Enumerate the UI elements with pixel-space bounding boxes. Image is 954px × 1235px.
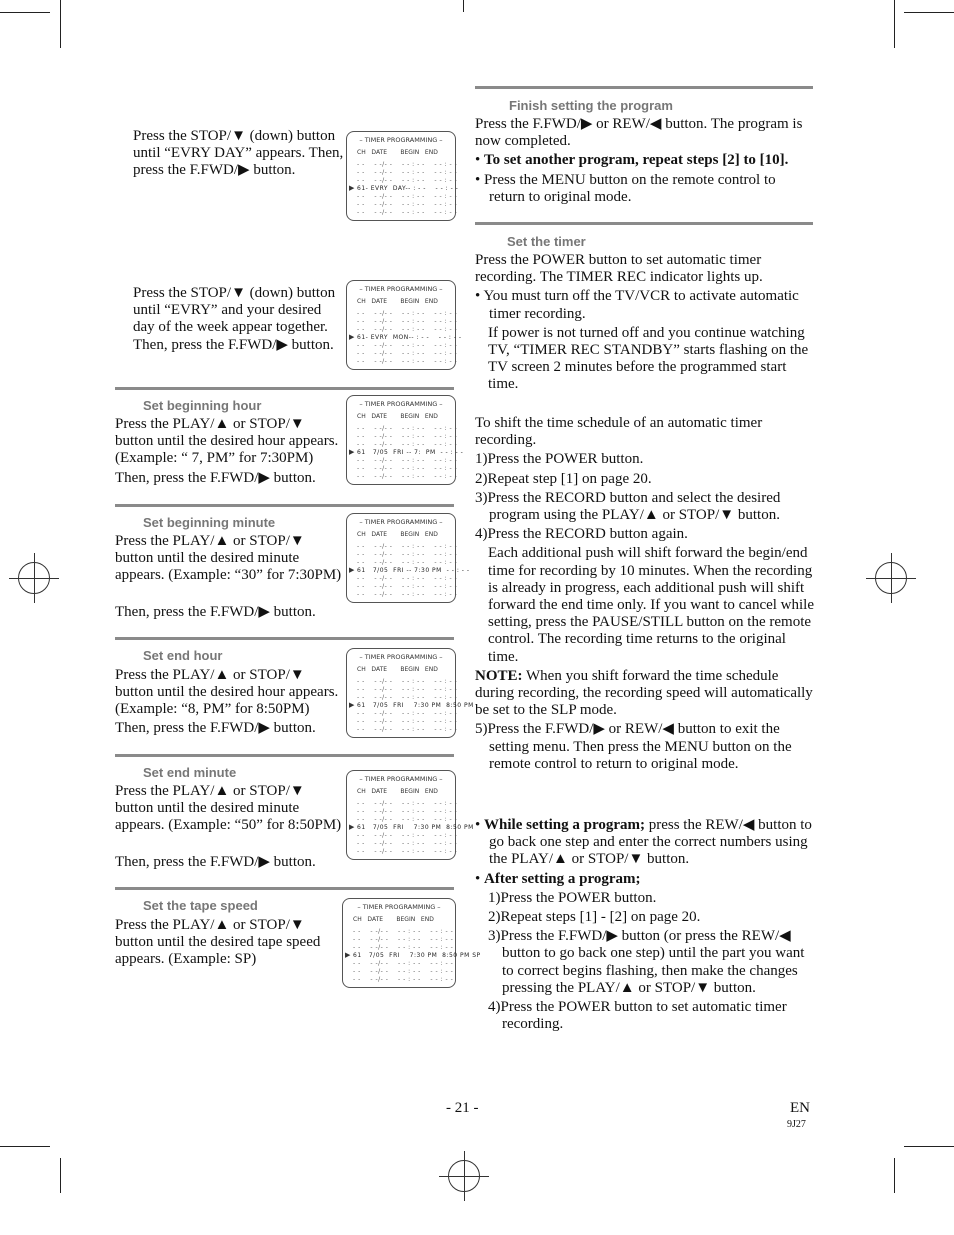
finish-bullet: • Press the MENU button on the remote control to return to original mode. bbox=[475, 171, 776, 205]
finish-text: Press the F.FWD/▶ or REW/◀ button. The program is now completed. bbox=[475, 116, 803, 150]
crop-mark bbox=[0, 1146, 50, 1147]
screen-header: CH DATE BEGIN END bbox=[357, 666, 438, 673]
section-divider bbox=[115, 504, 454, 507]
note: NOTE: When you shift forward the time schedule during recording, the recording speed will automatically be set to the SLP mode. bbox=[475, 667, 813, 719]
screen-title: – TIMER PROGRAMMING – bbox=[359, 775, 443, 783]
screen-empty-row: - - - -/- - - - : - - - - : - - bbox=[357, 193, 458, 200]
section-text: Press the PLAY/▲ or STOP/▼ button until the desired tape speed appears. (Example: SP) bbox=[115, 917, 321, 968]
screen-empty-row: - - - -/- - - - : - - - - : - - bbox=[353, 976, 454, 983]
screen-empty-row: - - - -/- - - - : - - - - : - - bbox=[357, 840, 458, 847]
screen-selected-row: 61 7/05 FRI 7:30 PM 8:50 PM bbox=[357, 824, 474, 831]
registration-mark bbox=[18, 562, 50, 594]
screen-empty-row: - - - -/- - - - : - - - - : - - bbox=[357, 718, 458, 725]
screen-selected-row: 61 7/05 FRI -- 7:30 PM - - : - - bbox=[357, 567, 470, 574]
cursor-arrow-icon: ▶ bbox=[345, 951, 351, 959]
correct-step: 1)Press the POWER button. bbox=[488, 889, 657, 906]
screen-empty-row: - - - -/- - - - : - - - - : - - bbox=[357, 848, 458, 855]
crop-mark bbox=[904, 12, 954, 13]
section-text: Press the PLAY/▲ or STOP/▼ button until the desired hour appears. (Example: “ 7, PM” for 7:30PM) bbox=[115, 416, 339, 467]
correct-bullet: • While setting a program; press the REW/◀ button to go back one step and enter the correct numbers using the PLAY/▲ or STOP/▼ button. bbox=[475, 817, 812, 868]
timer-text: Press the POWER button to set automatic timer recording. The TIMER REC indicator lights up. bbox=[475, 252, 763, 286]
screen-empty-row: - - - -/- - - - : - - - - : - - bbox=[357, 350, 458, 357]
crop-mark bbox=[894, 1158, 895, 1193]
correct-block bbox=[475, 817, 815, 1033]
registration-mark bbox=[448, 1160, 480, 1192]
language-code: EN bbox=[790, 1100, 810, 1116]
cursor-arrow-icon: ▶ bbox=[349, 333, 355, 341]
crop-mark bbox=[463, 0, 464, 12]
shift-block bbox=[475, 415, 815, 773]
section-then: Then, press the F.FWD/▶ button. bbox=[115, 720, 316, 736]
screen-empty-row: - - - -/- - - - : - - - - : - - bbox=[357, 473, 458, 480]
correct-step: 3)Press the F.FWD/▶ button (or press the REW/◀ button to go back one step) until the part you want to correct begins flashing, then make the changes pressing the PLAY/▲ or STOP/▼ button. bbox=[488, 928, 805, 996]
correct-bullet: • After setting a program; bbox=[475, 870, 641, 887]
screen-title: – TIMER PROGRAMMING – bbox=[359, 136, 443, 144]
section-heading: Set end hour bbox=[143, 648, 223, 663]
section-text: Press the PLAY/▲ or STOP/▼ button until the desired minute appears. (Example: “50” for 8:50PM) bbox=[115, 783, 342, 834]
shift-step: 1)Press the POWER button. bbox=[475, 451, 644, 468]
screen-empty-row: - - - -/- - - - : - - - - : - - bbox=[357, 465, 458, 472]
shift-step: 4)Press the RECORD button again. bbox=[475, 526, 688, 543]
screen-empty-row: - - - -/- - - - : - - - - : - - bbox=[357, 800, 458, 807]
screen-empty-row: - - - -/- - - - : - - - - : - - bbox=[357, 678, 458, 685]
cursor-arrow-icon: ▶ bbox=[349, 701, 355, 709]
screen-title: – TIMER PROGRAMMING – bbox=[357, 903, 441, 911]
timer-programming-screen bbox=[346, 280, 462, 370]
timer-block bbox=[475, 252, 815, 394]
cursor-arrow-icon: ▶ bbox=[349, 448, 355, 456]
screen-empty-row: - - - -/- - - - : - - - - : - - bbox=[357, 559, 458, 566]
screen-empty-row: - - - -/- - - - : - - - - : - - bbox=[353, 960, 454, 967]
screen-selected-row: 61 7/05 FRI 7:30 PM 8:50 PM bbox=[357, 702, 474, 709]
section-text: Press the PLAY/▲ or STOP/▼ button until the desired minute appears. (Example: “30” for 7:30PM) bbox=[115, 533, 342, 584]
timer-bullet-cont: If power is not turned off and you continue watching TV, “TIMER REC STANDBY” starts flashing on the TV screen 2 minutes before the programmed start time. bbox=[488, 324, 809, 393]
cursor-arrow-icon: ▶ bbox=[349, 184, 355, 192]
screen-empty-row: - - - -/- - - - : - - - - : - - bbox=[357, 694, 458, 701]
screen-empty-row: - - - -/- - - - : - - - - : - - bbox=[357, 433, 458, 440]
screen-empty-row: - - - -/- - - - : - - - - : - - bbox=[357, 177, 458, 184]
screen-header: CH DATE BEGIN END bbox=[353, 916, 434, 923]
shift-step: 2)Repeat step [1] on page 20. bbox=[475, 470, 652, 487]
crop-mark bbox=[894, 0, 895, 48]
screen-header: CH DATE BEGIN END bbox=[357, 413, 438, 420]
section-then: Then, press the F.FWD/▶ button. bbox=[115, 604, 316, 620]
screen-empty-row: - - - -/- - - - : - - - - : - - bbox=[357, 726, 458, 733]
section-then: Then, press the F.FWD/▶ button. bbox=[115, 470, 316, 486]
step-evry-week: Press the STOP/▼ (down) button until “EVRY” and your desired day of the week appear together. Then, press the F.FWD/▶ button. bbox=[133, 285, 336, 353]
finish-block bbox=[475, 116, 815, 206]
screen-empty-row: - - - -/- - - - : - - - - : - - bbox=[353, 968, 454, 975]
screen-selected-row: 61 7/05 FRI 7:30 PM 8:50 PM SP bbox=[353, 952, 481, 959]
screen-empty-row: - - - -/- - - - : - - - - : - - bbox=[357, 710, 458, 717]
screen-title: – TIMER PROGRAMMING – bbox=[359, 285, 443, 293]
crop-mark bbox=[60, 0, 61, 48]
screen-header: CH DATE BEGIN END bbox=[357, 298, 438, 305]
section-divider bbox=[115, 887, 454, 890]
section-divider bbox=[115, 387, 454, 390]
shift-step: 3)Press the RECORD button and select the desired program using the PLAY/▲ or STOP/▼ button. bbox=[475, 489, 781, 524]
timer-programming-screen bbox=[346, 513, 470, 603]
timer-programming-screen bbox=[342, 898, 481, 988]
step-evry-day: Press the STOP/▼ (down) button until “EVRY DAY” appears. Then, press the F.FWD/▶ button. bbox=[133, 128, 344, 179]
screen-empty-row: - - - -/- - - - : - - - - : - - bbox=[357, 342, 458, 349]
screen-empty-row: - - - -/- - - - : - - - - : - - bbox=[357, 318, 458, 325]
screen-header: CH DATE BEGIN END bbox=[357, 788, 438, 795]
correct-step: 4)Press the POWER button to set automatic timer recording. bbox=[488, 999, 787, 1033]
screen-empty-row: - - - -/- - - - : - - - - : - - bbox=[353, 928, 454, 935]
crop-mark bbox=[0, 12, 50, 13]
screen-empty-row: - - - -/- - - - : - - - - : - - bbox=[357, 457, 458, 464]
shift-detail: Each additional push will shift forward the begin/end time for recording by 10 minutes. When the recording is already in progress, each additional push will shift forward the end time only. If you want to cancel while setting, press the PAUSE/STILL button on the remote control. The recording time returns to the original time. bbox=[488, 545, 815, 665]
screen-header: CH DATE BEGIN END bbox=[357, 149, 438, 156]
screen-empty-row: - - - -/- - - - : - - - - : - - bbox=[357, 310, 458, 317]
shift-intro: To shift the time schedule of an automatic timer recording. bbox=[475, 415, 763, 449]
screen-title: – TIMER PROGRAMMING – bbox=[359, 400, 443, 408]
section-heading: Set end minute bbox=[143, 765, 237, 780]
screen-empty-row: - - - -/- - - - : - - - - : - - bbox=[357, 551, 458, 558]
screen-empty-row: - - - -/- - - - : - - - - : - - bbox=[353, 936, 454, 943]
timer-programming-screen bbox=[346, 770, 474, 860]
finish-heading: Finish setting the program bbox=[509, 98, 673, 113]
timer-programming-screen bbox=[346, 648, 474, 738]
screen-empty-row: - - - -/- - - - : - - - - : - - bbox=[357, 161, 458, 168]
section-then: Then, press the F.FWD/▶ button. bbox=[115, 854, 316, 870]
screen-empty-row: - - - -/- - - - : - - - - : - - bbox=[357, 686, 458, 693]
screen-empty-row: - - - -/- - - - : - - - - : - - bbox=[357, 543, 458, 550]
screen-empty-row: - - - -/- - - - : - - - - : - - bbox=[357, 358, 458, 365]
screen-header: CH DATE BEGIN END bbox=[357, 531, 438, 538]
screen-empty-row: - - - -/- - - - : - - - - : - - bbox=[357, 209, 458, 216]
crop-mark bbox=[904, 1146, 954, 1147]
timer-heading: Set the timer bbox=[507, 234, 586, 249]
screen-empty-row: - - - -/- - - - : - - - - : - - bbox=[357, 169, 458, 176]
section-divider bbox=[115, 637, 454, 640]
screen-selected-row: 61- EVRY MON-- : - - - - : - - bbox=[357, 334, 462, 341]
registration-mark bbox=[875, 562, 907, 594]
timer-programming-screen bbox=[346, 131, 459, 221]
page-number: - 21 - bbox=[446, 1100, 479, 1116]
section-divider bbox=[475, 222, 813, 225]
screen-empty-row: - - - -/- - - - : - - - - : - - bbox=[353, 944, 454, 951]
correct-step: 2)Repeat steps [1] - [2] on page 20. bbox=[488, 909, 701, 926]
screen-empty-row: - - - -/- - - - : - - - - : - - bbox=[357, 583, 458, 590]
screen-selected-row: 61- EVRY DAY-- : - - - - : - - bbox=[357, 185, 459, 192]
screen-empty-row: - - - -/- - - - : - - - - : - - bbox=[357, 816, 458, 823]
screen-empty-row: - - - -/- - - - : - - - - : - - bbox=[357, 201, 458, 208]
screen-title: – TIMER PROGRAMMING – bbox=[359, 518, 443, 526]
section-heading: Set beginning minute bbox=[143, 515, 276, 530]
screen-selected-row: 61 7/05 FRI -- 7: PM - - : - - bbox=[357, 449, 464, 456]
crop-mark bbox=[60, 1158, 61, 1193]
screen-title: – TIMER PROGRAMMING – bbox=[359, 653, 443, 661]
cursor-arrow-icon: ▶ bbox=[349, 823, 355, 831]
screen-empty-row: - - - -/- - - - : - - - - : - - bbox=[357, 326, 458, 333]
section-divider bbox=[115, 754, 454, 757]
section-heading: Set the tape speed bbox=[143, 898, 258, 913]
section-text: Press the PLAY/▲ or STOP/▼ button until the desired hour appears. (Example: “8, PM” for 8:50PM) bbox=[115, 667, 339, 718]
screen-empty-row: - - - -/- - - - : - - - - : - - bbox=[357, 425, 458, 432]
timer-bullet: • You must turn off the TV/VCR to activate automatic timer recording. bbox=[475, 288, 799, 322]
section-heading: Set beginning hour bbox=[143, 398, 262, 413]
screen-empty-row: - - - -/- - - - : - - - - : - - bbox=[357, 441, 458, 448]
model-code: 9J27 bbox=[787, 1119, 806, 1130]
shift-step: 5)Press the F.FWD/▶ or REW/◀ button to exit the setting menu. Then press the MENU button on the remote control to return to original mode. bbox=[475, 721, 792, 772]
screen-empty-row: - - - -/- - - - : - - - - : - - bbox=[357, 591, 458, 598]
cursor-arrow-icon: ▶ bbox=[349, 566, 355, 574]
screen-empty-row: - - - -/- - - - : - - - - : - - bbox=[357, 575, 458, 582]
screen-empty-row: - - - -/- - - - : - - - - : - - bbox=[357, 832, 458, 839]
section-divider bbox=[475, 86, 813, 89]
finish-bullet: • To set another program, repeat steps [2] to [10]. bbox=[475, 152, 789, 169]
timer-programming-screen bbox=[346, 395, 464, 485]
screen-empty-row: - - - -/- - - - : - - - - : - - bbox=[357, 808, 458, 815]
